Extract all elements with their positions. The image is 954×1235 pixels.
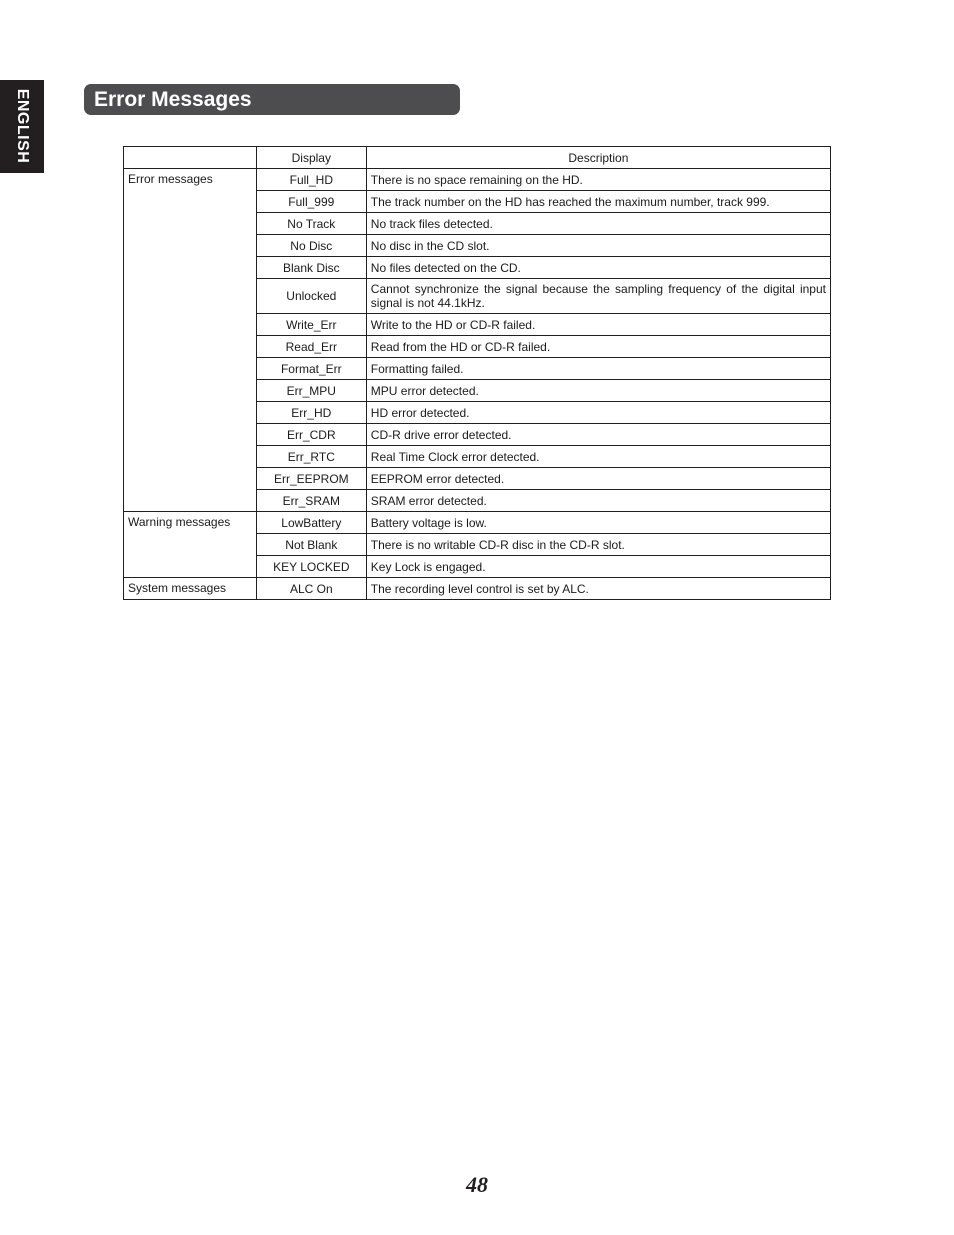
description-cell: No disc in the CD slot. — [366, 235, 830, 257]
description-cell: HD error detected. — [366, 402, 830, 424]
header-display: Display — [256, 147, 366, 169]
description-cell: No files detected on the CD. — [366, 257, 830, 279]
description-cell: No track files detected. — [366, 213, 830, 235]
description-cell: Read from the HD or CD-R failed. — [366, 336, 830, 358]
table-row — [124, 512, 831, 534]
display-cell: Err_EEPROM — [256, 468, 366, 490]
header-description: Description — [366, 147, 830, 169]
section-title: Error Messages — [94, 88, 252, 111]
display-cell: Err_HD — [256, 402, 366, 424]
display-cell: Not Blank — [256, 534, 366, 556]
table-body — [124, 169, 831, 600]
page-number: 48 — [466, 1172, 488, 1197]
table-row — [124, 578, 831, 600]
description-cell: Cannot synchronize the signal because the sampling frequency of the digital input signal is not 44.1kHz. — [366, 279, 830, 314]
display-cell: Blank Disc — [256, 257, 366, 279]
description-cell: Key Lock is engaged. — [366, 556, 830, 578]
table-header-row — [124, 147, 831, 169]
display-cell: Full_999 — [256, 191, 366, 213]
display-cell: Err_CDR — [256, 424, 366, 446]
description-cell: Battery voltage is low. — [366, 512, 830, 534]
display-cell: Format_Err — [256, 358, 366, 380]
section-title-bar — [84, 84, 460, 115]
display-cell: Err_RTC — [256, 446, 366, 468]
description-cell: The recording level control is set by ALC. — [366, 578, 830, 600]
description-cell: There is no writable CD-R disc in the CD-R slot. — [366, 534, 830, 556]
display-cell: Full_HD — [256, 169, 366, 191]
display-cell: Err_SRAM — [256, 490, 366, 512]
error-messages-table — [123, 146, 831, 600]
display-cell: LowBattery — [256, 512, 366, 534]
description-cell: CD-R drive error detected. — [366, 424, 830, 446]
description-cell: There is no space remaining on the HD. — [366, 169, 830, 191]
category-cell: Warning messages — [124, 512, 257, 578]
display-cell: KEY LOCKED — [256, 556, 366, 578]
display-cell: Err_MPU — [256, 380, 366, 402]
display-cell: No Disc — [256, 235, 366, 257]
header-category — [124, 147, 257, 169]
display-cell: ALC On — [256, 578, 366, 600]
description-cell: SRAM error detected. — [366, 490, 830, 512]
category-cell: Error messages — [124, 169, 257, 512]
description-cell: Write to the HD or CD-R failed. — [366, 314, 830, 336]
description-cell: Formatting failed. — [366, 358, 830, 380]
description-cell: The track number on the HD has reached the maximum number, track 999. — [366, 191, 830, 213]
language-tab — [0, 80, 44, 173]
description-cell: EEPROM error detected. — [366, 468, 830, 490]
language-tab-label: ENGLISH — [14, 88, 31, 164]
description-cell: Real Time Clock error detected. — [366, 446, 830, 468]
display-cell: Read_Err — [256, 336, 366, 358]
display-cell: No Track — [256, 213, 366, 235]
description-cell: MPU error detected. — [366, 380, 830, 402]
category-cell: System messages — [124, 578, 257, 600]
table-row — [124, 169, 831, 191]
display-cell: Write_Err — [256, 314, 366, 336]
display-cell: Unlocked — [256, 279, 366, 314]
